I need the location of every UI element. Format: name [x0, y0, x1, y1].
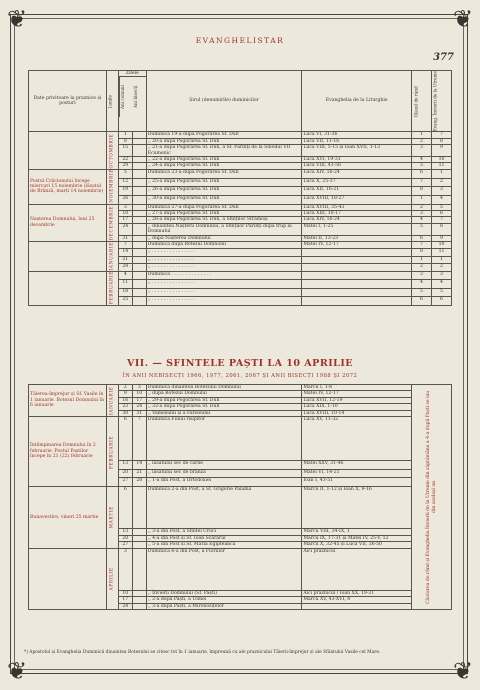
gospel-ref: Luca XIX, 1-10 [302, 404, 412, 410]
sunday-name: ,, după Botezul Domnului [146, 391, 302, 397]
days-header: Zilele Ani comuni Ani bisecți [118, 71, 146, 132]
sunday-name: ,, Învierii Domnului (Sf. Paști) [146, 590, 302, 596]
glas-value: 4 [412, 217, 432, 223]
day-common: 27 [118, 542, 132, 548]
month-label: NOIEMBRIE [106, 169, 118, 204]
section-title: VII. — SFINTELE PAȘTI LA 10 APRILIE [126, 358, 354, 369]
day-common: 3 [118, 204, 132, 210]
table-row [29, 417, 452, 461]
day-leap [132, 487, 146, 529]
gospel-ref: Marcu X, 32-45 și Luca VII, 36-50 [302, 542, 412, 548]
day-common: 30 [118, 410, 132, 416]
feast-note [29, 548, 107, 609]
glas-value: 1 [412, 132, 432, 138]
day-leap [132, 169, 146, 178]
day-common: 20 [118, 469, 132, 478]
resurrection-gospel-value: 3 [431, 187, 451, 196]
sunday-name: ,, lăsatului sec de carne [146, 461, 302, 470]
gospel-ref: Luca XVIII, 18-27 [302, 195, 412, 204]
resurrection-gospel-value: 4 [431, 280, 451, 289]
sunday-name: ,, după Nașterea Domnului [146, 235, 302, 241]
resurrection-gospel-value: 5 [431, 288, 451, 297]
day-common: 26 [118, 195, 132, 204]
glas-value: 7 [412, 178, 432, 187]
resurrection-gospel-value: 9 [431, 145, 451, 157]
day-leap [132, 223, 146, 235]
day-common: 10 [118, 590, 132, 596]
gospel-ref [302, 264, 412, 271]
day-common: 13 [118, 461, 132, 470]
sunday-name: ,, 28-a după Pogorârea Sf. Duh, a Sfinților Strămoși [146, 217, 302, 223]
gospel-ref [302, 271, 412, 280]
day-common: 17 [118, 597, 132, 603]
day-common: 12 [118, 178, 132, 187]
day-common: 13 [118, 529, 132, 535]
sunday-name: ,, 29-a după Pogorârea Sf. Duh [146, 397, 302, 403]
table-row [29, 487, 452, 529]
footnote: *) Apostolul și Evanghelia Duminicii dinaintea Botezului se citesc tot în 1 ianuarie, împreună cu ale praznicului Tăierii-împrejur și ale Sfântului Vasile cel Mare. [24, 650, 381, 655]
gospel-ref: Luca XVI, 19-31 [302, 157, 412, 163]
resurrection-gospel-value: 2 [431, 178, 451, 187]
glas-value: 3 [412, 271, 432, 280]
resurrection-gospel-value: 6 [431, 297, 451, 306]
gospel-ref [302, 297, 412, 306]
day-leap [132, 264, 146, 271]
running-title: EVANGHELISTAR [195, 36, 285, 45]
sundays-header: Șirul (denumirile) duminicilor [146, 71, 302, 132]
day-leap: 31 [132, 410, 146, 416]
gospel-ref: Luca XIV, 16-24 [302, 217, 412, 223]
sunday-name: ,, 4-a din Post și Sf. Ioan Scărarul [146, 535, 302, 541]
sunday-name: Duminica . . . . . . . . . . . . . . [146, 271, 302, 280]
gospel-ref: Matei IV, 12-17 [302, 391, 412, 397]
glas-value: 1 [412, 195, 432, 204]
day-leap [132, 178, 146, 187]
day-leap: 3 [132, 385, 146, 391]
glas-value: 4 [412, 280, 432, 289]
sunday-name: Duminica 23-a după Pogorârea Sf. Duh [146, 169, 302, 178]
gospel-ref: Matei VI, 14-21 [302, 469, 412, 478]
glas-value: 7 [412, 242, 432, 249]
resurrection-gospel-value: 1 [431, 256, 451, 263]
day-common: 18 [118, 288, 132, 297]
day-leap [132, 195, 146, 204]
sunday-name: ,, 21-a după Pogorârea Sf. Duh, a Sf. Părinți de la Sinodul VII Ecumenic [146, 145, 302, 157]
table-row [29, 271, 452, 280]
day-leap [132, 288, 146, 297]
gospel-ref: Luca VIII, 5-15 și Ioan XVII, 1-13 [302, 145, 412, 157]
sunday-name: ,, 20-a după Pogorârea Sf. Duh [146, 138, 302, 144]
gospel-ref: Luca XIV, 16-24 [302, 169, 412, 178]
day-common: 16 [118, 397, 132, 403]
gospel-ref: Luca XVII, 12-19 [302, 397, 412, 403]
table-row [29, 242, 452, 249]
feast-note [29, 132, 107, 169]
day-common: 6 [118, 487, 132, 529]
month-header: Lunile [106, 71, 118, 132]
month-label: FEBRUARIE [106, 271, 118, 305]
sunday-name: Duminica 2-a din Post, a Sf. Grigorie Palama [146, 487, 302, 529]
gospel-ref: Luca VIII, 41-56 [302, 163, 412, 169]
gospel-ref: Luca XVIII, 10-14 [302, 410, 412, 416]
sunday-name: ,, Vameșului și a Fariseului [146, 410, 302, 416]
day-leap [132, 249, 146, 256]
resurrection-gospel-value: 10 [431, 242, 451, 249]
glas-value: 2 [412, 264, 432, 271]
resurrection-gospel-value: 8 [431, 223, 451, 235]
gospel-ref: Luca XVIII, 35-43 [302, 204, 412, 210]
day-common: 19 [118, 187, 132, 196]
day-common: 22 [118, 157, 132, 163]
sunday-name: ,, 5-a din Post și Sf. Maria Egipteanca [146, 542, 302, 548]
resurrection-gospel-value: 7 [431, 217, 451, 223]
sunday-name: ,, 3-a după Paști, a Mironosițelor [146, 603, 302, 609]
day-common: 21 [118, 256, 132, 263]
gospel-ref: Luca XV, 11-32 [302, 417, 412, 461]
gospel-ref: Luca XIII, 10-17 [302, 210, 412, 216]
day-common: 20 [118, 535, 132, 541]
corner-ornament-icon: ❦ [452, 5, 474, 33]
month-label: IANUARIE [106, 385, 118, 417]
glas-value: 8 [412, 249, 432, 256]
gospel-ref: Aici praznicul [302, 548, 412, 590]
resurrection-gospel-value: 9 [431, 235, 451, 241]
resurrection-gospel-value: 4 [431, 195, 451, 204]
resurrection-gospel-value: 8 [431, 138, 451, 144]
month-label: IANUARIE [106, 242, 118, 272]
glas-value: 3 [412, 145, 432, 157]
glas-value: 2 [412, 204, 432, 210]
day-leap: 21 [132, 469, 146, 478]
glas-value: 3 [412, 210, 432, 216]
day-common: 4 [118, 271, 132, 280]
feast-note: Postul Crăciunului începe miercuri 15 noiembrie (lăsatul de Brânză, marți 14 noiembrie) [29, 169, 107, 204]
sunday-name: Duminica Fiului risipitor [146, 417, 302, 461]
gospel-ref: Matei IV, 12-17 [302, 242, 412, 249]
month-label: DECEMBRIE [106, 204, 118, 241]
sunday-name: Duminica după Botezul Domnului [146, 242, 302, 249]
side-note [412, 385, 452, 610]
sunday-name: ,, . . . . . . . . . . . . . . . [146, 249, 302, 256]
glas-value: 8 [412, 187, 432, 196]
day-leap [132, 256, 146, 263]
section-subtitle: ÎN ANII NEBISECȚI 1966, 1977, 2061, 2067 ȘI ANII BISECȚI 1988 ȘI 2072 [122, 373, 358, 379]
day-common: 5 [118, 169, 132, 178]
calendar-table-2 [28, 384, 452, 610]
day-common: 7 [118, 242, 132, 249]
sunday-name: ,, 27-a după Pogorârea Sf. Duh [146, 210, 302, 216]
feast-note [29, 242, 107, 272]
gospel-ref: Marcu I, 1-8 [302, 385, 412, 391]
glas-value: 5 [412, 223, 432, 235]
sunday-name: ,, 30-a după Pogorârea Sf. Duh [146, 195, 302, 204]
gospel-header: Evanghelia de la Liturghie [302, 71, 412, 132]
glas-value: 4 [412, 157, 432, 163]
day-common: 23 [118, 404, 132, 410]
page-number: 377 [433, 52, 454, 63]
glas-value: 1 [412, 256, 432, 263]
day-leap [132, 187, 146, 196]
corner-ornament-icon: ❦ [452, 657, 474, 685]
corner-ornament-icon: ❦ [6, 657, 28, 685]
day-common: 1 [118, 132, 132, 138]
day-common: 24 [118, 603, 132, 609]
day-leap [132, 297, 146, 306]
calendar-table-1 [28, 70, 452, 306]
gospel-ref [302, 249, 412, 256]
sunday-name: ,, 26-a după Pogorârea Sf. Duh [146, 187, 302, 196]
day-common: 3 [118, 548, 132, 590]
feast-note: Întâmpinarea Domnului în 2 februarie. Postul Paștilor începe în 21 (22) februarie [29, 417, 107, 487]
resurrection-gospel-value: 7 [431, 132, 451, 138]
feast-note: Bunavestire, vineri 25 martie [29, 487, 107, 548]
sunday-name: ,, . . . . . . . . . . . . . . . [146, 264, 302, 271]
gospel-ref: Luca XII, 16-21 [302, 187, 412, 196]
sunday-name: ,, 1-a din Post, a Ortodoxiei [146, 478, 302, 487]
sunday-name: ,, 24-a după Pogorârea Sf. Duh [146, 163, 302, 169]
sunday-name: ,, . . . . . . . . . . . . . . . [146, 280, 302, 289]
sunday-name: ,, 32-a după Pogorârea Sf. Duh [146, 404, 302, 410]
corner-ornament-icon: ❦ [6, 5, 28, 33]
day-common: 14 [118, 249, 132, 256]
gospel-ref: Marcu II, 1-12 și Ioan X, 9-16 [302, 487, 412, 529]
gospel-ref: Marcu IX, 17-31 și Matei IV, 25-V, 12 [302, 535, 412, 541]
feast-note: Nașterea Domnului, luni 25 decembrie [29, 204, 107, 241]
day-leap: 28 [132, 478, 146, 487]
month-label: OCTOMBRIE [106, 132, 118, 169]
gospel-ref: Matei XXV, 31-46 [302, 461, 412, 470]
glas-value: 6 [412, 297, 432, 306]
sunday-name: Duminica 27-a după Pogorârea Sf. Duh [146, 204, 302, 210]
glas-value: 6 [412, 235, 432, 241]
gospel-ref: Luca VII, 11-16 [302, 138, 412, 144]
feast-note [29, 271, 107, 305]
gospel-ref: Matei II, 13-23 [302, 235, 412, 241]
resurrection-gospel-value: 11 [431, 163, 451, 169]
gospel-ref [302, 256, 412, 263]
day-common: 15 [118, 145, 132, 157]
day-common: 29 [118, 163, 132, 169]
day-common: 28 [118, 264, 132, 271]
sunday-name: ,, 2-a după Paști, a Tomei [146, 597, 302, 603]
sunday-name: Duminica 19-a după Pogorârea Sf. Duh [146, 132, 302, 138]
sunday-name: ,, 22-a după Pogorârea Sf. Duh [146, 157, 302, 163]
gospel-ref: Luca X, 25-37 [302, 178, 412, 187]
day-common: 31 [118, 235, 132, 241]
resurrection-gospel-value: 11 [431, 249, 451, 256]
month-label: FEBRUARIE [106, 417, 118, 487]
glas-value: 5 [412, 163, 432, 169]
day-leap [132, 271, 146, 280]
gospel-ref [302, 288, 412, 297]
day-leap [132, 548, 146, 590]
day-leap: 7 [132, 417, 146, 461]
day-leap: 10 [132, 391, 146, 397]
day-leap: 14 [132, 461, 146, 470]
sunday-name: ,, 25-a după Pogorârea Sf. Duh [146, 178, 302, 187]
month-label: APRILIE [106, 548, 118, 609]
sunday-name: ,, 3-a din Post, a Sfintei Cruci [146, 529, 302, 535]
glas-header: Glasul de rând [412, 71, 432, 132]
day-common: 2 [118, 385, 132, 391]
day-common: 6 [118, 417, 132, 461]
gospel-ref: Marcu VIII, 34-IX, 1 [302, 529, 412, 535]
table-row [29, 548, 452, 590]
day-leap [132, 242, 146, 249]
resurrection-gospel-value: 2 [431, 264, 451, 271]
gospel-ref: Marcu XV, 43-XVI, 8 [302, 597, 412, 603]
sunday-name: Duminica 6-a din Post, a Floriilor [146, 548, 302, 590]
sunday-name: ,, lăsatului sec de brânză [146, 469, 302, 478]
day-common: 10 [118, 210, 132, 216]
gospel-ref: Ioan I, 43-51 [302, 478, 412, 487]
day-common: 24 [118, 223, 132, 235]
sunday-name: ,, . . . . . . . . . . . . . . . [146, 297, 302, 306]
day-common: 27 [118, 478, 132, 487]
table-row [29, 169, 452, 178]
day-leap [132, 603, 146, 609]
day-leap [132, 280, 146, 289]
day-leap: 17 [132, 397, 146, 403]
glas-value: 6 [412, 169, 432, 178]
sunday-name: ,, . . . . . . . . . . . . . . . [146, 288, 302, 297]
resurrection-gospel-value: 3 [431, 271, 451, 280]
sunday-name: ,, dinaintea Nașterii Domnului, a Sfinților Părinți după trup ai Domnului [146, 223, 302, 235]
gospel-ref: Aici praznicul / Ioan XX, 19-31 [302, 590, 412, 596]
sunday-name: ,, . . . . . . . . . . . . . . . [146, 256, 302, 263]
side-note-text: Căutarea de rând și Evanghelia Învierii de la Utrenie din săptămâna a 4-a după Paști se iau din același an [425, 390, 437, 604]
gospel-ref [302, 603, 412, 609]
resurrection-gospel-value: 5 [431, 204, 451, 210]
day-common: 11 [118, 280, 132, 289]
resurrection-gospel-value: 10 [431, 157, 451, 163]
resurrection-gospel-value: 1 [431, 169, 451, 178]
gospel-ref: Luca VI, 31-36 [302, 132, 412, 138]
glas-value: 2 [412, 138, 432, 144]
day-common: 8 [118, 138, 132, 144]
gospel-ref [302, 280, 412, 289]
day-common: 9 [118, 391, 132, 397]
glas-value: 5 [412, 288, 432, 297]
month-label: MARTIE [106, 487, 118, 548]
feast-note: Tăierea-împrejur și Sf. Vasile în 1 ianuarie. Botezul Domnului în 6 ianuarie [29, 385, 107, 417]
day-common: 17 [118, 217, 132, 223]
gospel-ref: Matei I, 1-25 [302, 223, 412, 235]
day-leap: 24 [132, 404, 146, 410]
resurrection-gospel-header: Evang. Învierii de la Utrenie [431, 71, 451, 132]
sunday-name: Duminica dinaintea Botezului Domnului [146, 385, 302, 391]
dates-header: Date privitoare la praznice și posturi [29, 71, 107, 132]
day-leap [132, 145, 146, 157]
day-common: 25 [118, 297, 132, 306]
resurrection-gospel-value: 6 [431, 210, 451, 216]
